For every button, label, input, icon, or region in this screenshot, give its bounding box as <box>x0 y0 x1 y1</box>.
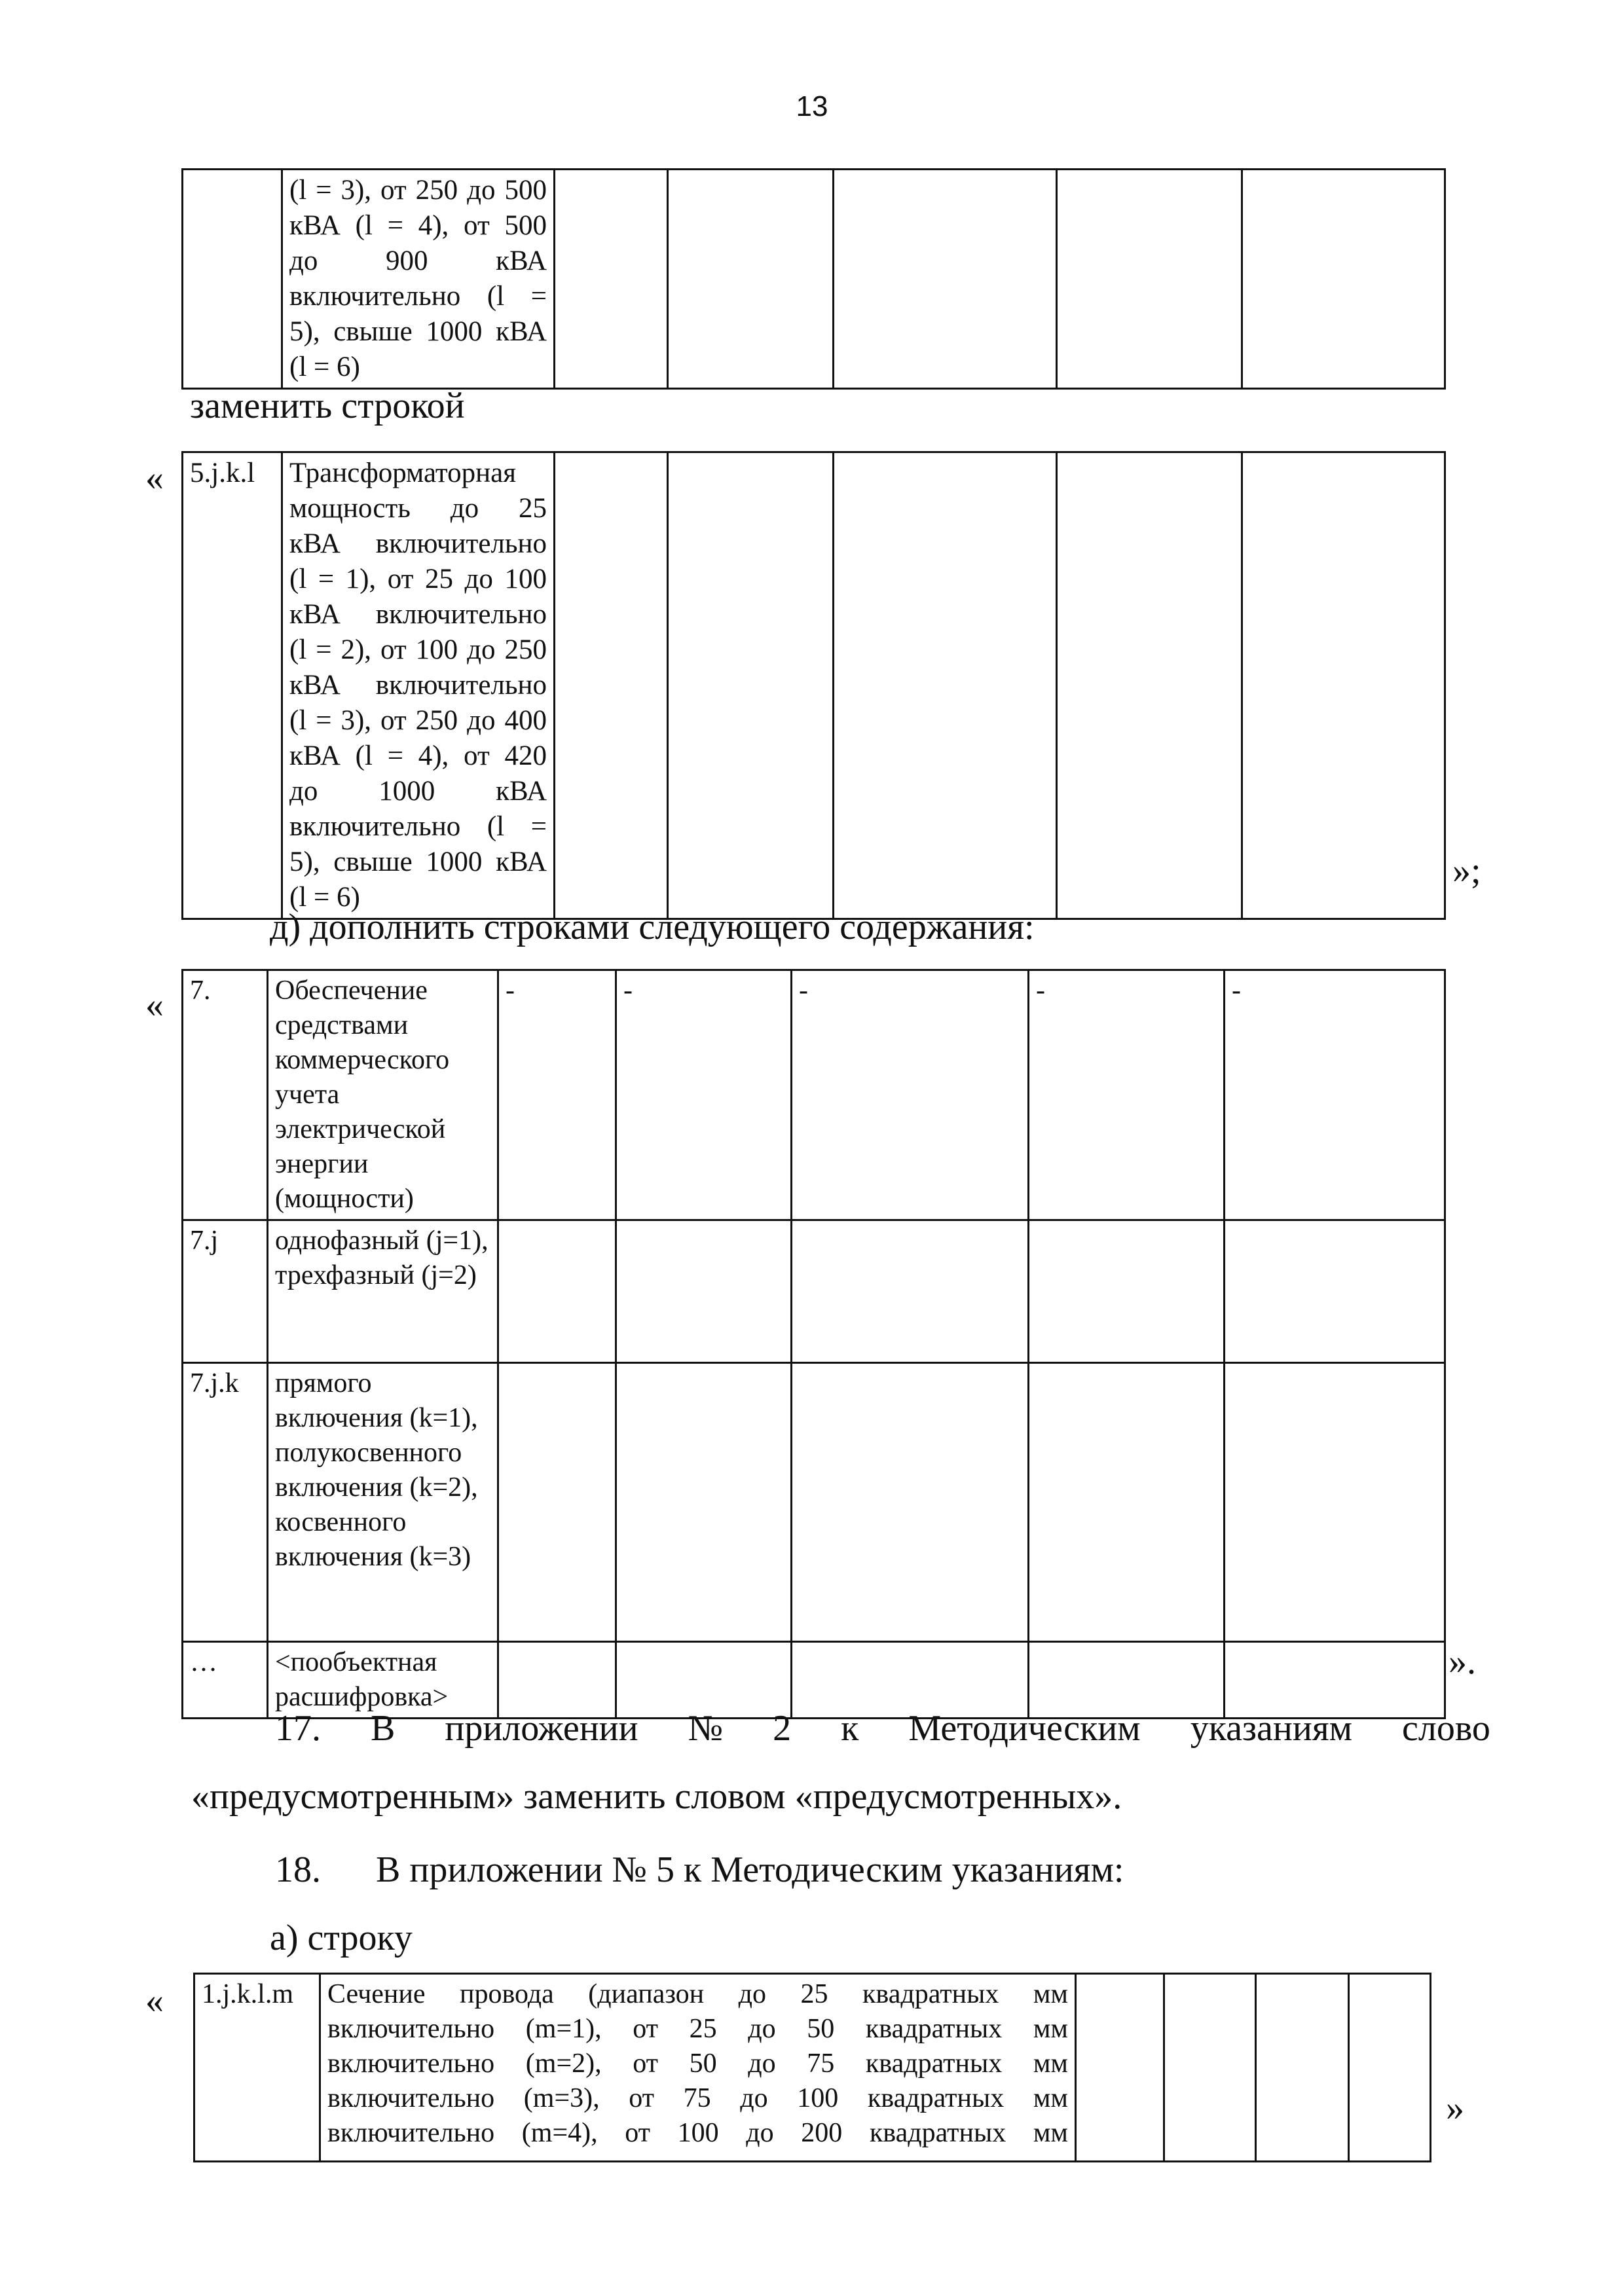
table-row <box>183 170 1445 389</box>
desc-line: (l = 1), от 25 до 100 <box>289 564 547 594</box>
empty-cell <box>498 1642 616 1719</box>
empty-cell <box>1242 170 1445 389</box>
desc-line: включительно (l = <box>289 281 547 312</box>
empty-cell <box>834 452 1057 919</box>
table-continued <box>181 168 1446 390</box>
description-cell <box>320 1974 1076 2162</box>
value-cell: - <box>792 970 1029 1220</box>
desc-line: кВА включительно <box>289 599 547 630</box>
empty-cell <box>792 1642 1029 1719</box>
desc-line: кВА включительно <box>289 670 547 701</box>
empty-cell <box>792 1363 1029 1642</box>
item-d: д) дополнить строками следующего содержания: <box>270 907 1035 947</box>
table-row <box>183 1220 1445 1363</box>
empty-cell <box>555 170 668 389</box>
empty-cell <box>1057 170 1242 389</box>
empty-cell <box>1256 1974 1349 2162</box>
desc-line: до 900 кВА <box>289 246 547 276</box>
table-row <box>183 970 1445 1220</box>
word: указаниям <box>1190 1708 1353 1749</box>
desc-line: (l = 6) <box>289 882 360 913</box>
description-cell <box>282 452 555 919</box>
empty-cell <box>1057 452 1242 919</box>
replace-instruction: заменить строкой <box>190 386 465 426</box>
desc-line: 5), свыше 1000 кВА <box>289 316 547 347</box>
desc-line: кВА включительно <box>289 528 547 559</box>
table-row <box>194 1974 1431 2162</box>
empty-cell <box>555 452 668 919</box>
empty-cell <box>616 1642 792 1719</box>
paragraph-17-line-2: «предусмотренным» заменить словом «предусмотренных». <box>191 1776 1122 1817</box>
empty-cell <box>1225 1363 1445 1642</box>
empty-cell <box>498 1220 616 1363</box>
empty-cell <box>616 1363 792 1642</box>
desc-line: мощность до 25 <box>289 493 547 524</box>
empty-cell <box>498 1363 616 1642</box>
description-cell: прямого включения (k=1), полукосвенного включения (k=2), косвенного включения (k=3) <box>268 1363 498 1642</box>
empty-cell <box>792 1220 1029 1363</box>
desc-line: включительно (m=3), от 75 до 100 квадратных мм <box>327 2083 1068 2113</box>
table-replacement <box>181 451 1446 920</box>
empty-cell <box>1349 1974 1431 2162</box>
empty-cell <box>668 452 834 919</box>
word: приложении <box>445 1708 638 1749</box>
empty-cell <box>616 1220 792 1363</box>
empty-cell <box>834 170 1057 389</box>
empty-cell <box>1029 1220 1225 1363</box>
word: 2 <box>773 1708 792 1749</box>
desc-line: включительно (m=1), от 25 до 50 квадратных мм <box>327 2014 1068 2044</box>
page-number: 13 <box>796 90 828 122</box>
open-quote: « <box>145 985 164 1025</box>
description-cell: Обеспечение средствами коммерческого учета электрической энергии (мощности) <box>268 970 498 1220</box>
code-cell: … <box>183 1642 268 1719</box>
open-quote: « <box>145 458 164 498</box>
code-cell: 7.j.k <box>183 1363 268 1642</box>
code-cell <box>183 170 282 389</box>
empty-cell <box>1029 1363 1225 1642</box>
desc-line: кВА (l = 4), от 500 <box>289 210 547 241</box>
table-row <box>183 452 1445 919</box>
code-cell: 5.j.k.l <box>183 452 282 919</box>
paragraph-17-line-1 <box>275 1707 1490 1749</box>
word: 17. <box>275 1708 321 1749</box>
paragraph-18: 18. В приложении № 5 к Методическим указаниям: <box>275 1850 1124 1890</box>
value-cell: - <box>1029 970 1225 1220</box>
desc-line: Трансформаторная <box>289 458 517 488</box>
value-cell: - <box>616 970 792 1220</box>
empty-cell <box>668 170 834 389</box>
desc-line: (l = 6) <box>289 352 360 382</box>
desc-line: включительно (l = <box>289 811 547 842</box>
table-bottom <box>193 1973 1431 2162</box>
close-quote: » <box>1446 2088 1464 2128</box>
desc-line: до 1000 кВА <box>289 776 547 807</box>
value-cell: - <box>1225 970 1445 1220</box>
open-quote: « <box>145 1980 164 2021</box>
table-row <box>183 1642 1445 1719</box>
code-cell: 7. <box>183 970 268 1220</box>
word: слово <box>1402 1708 1490 1749</box>
word: № <box>688 1708 724 1749</box>
empty-cell <box>1225 1642 1445 1719</box>
value-cell: - <box>498 970 616 1220</box>
code-cell: 7.j <box>183 1220 268 1363</box>
desc-line: включительно (m=2), от 50 до 75 квадратных мм <box>327 2049 1068 2079</box>
description-cell <box>282 170 555 389</box>
desc-line: 5), свыше 1000 кВА <box>289 847 547 877</box>
word: к <box>841 1708 859 1749</box>
empty-cell <box>1225 1220 1445 1363</box>
item-a: а) строку <box>270 1918 413 1958</box>
table-row <box>183 1363 1445 1642</box>
table-added-rows <box>181 969 1446 1719</box>
desc-line: Сечение провода (диапазон до 25 квадратных мм <box>327 1979 1068 2009</box>
desc-line: (l = 2), от 100 до 250 <box>289 634 547 665</box>
desc-line: (l = 3), от 250 до 500 <box>289 175 547 206</box>
word: В <box>371 1708 396 1749</box>
empty-cell <box>1242 452 1445 919</box>
description-cell: однофазный (j=1), трехфазный (j=2) <box>268 1220 498 1363</box>
empty-cell <box>1164 1974 1256 2162</box>
word: Методическим <box>908 1708 1141 1749</box>
close-quote: ». <box>1449 1641 1476 1682</box>
code-cell: 1.j.k.l.m <box>194 1974 320 2162</box>
desc-line: (l = 3), от 250 до 400 <box>289 705 547 736</box>
close-quote: »; <box>1452 850 1481 891</box>
empty-cell <box>1029 1642 1225 1719</box>
empty-cell <box>1076 1974 1164 2162</box>
desc-line: кВА (l = 4), от 420 <box>289 740 547 771</box>
desc-line: включительно (m=4), от 100 до 200 квадратных мм <box>327 2118 1068 2148</box>
description-cell: <пообъектная расшифровка> <box>268 1642 498 1719</box>
